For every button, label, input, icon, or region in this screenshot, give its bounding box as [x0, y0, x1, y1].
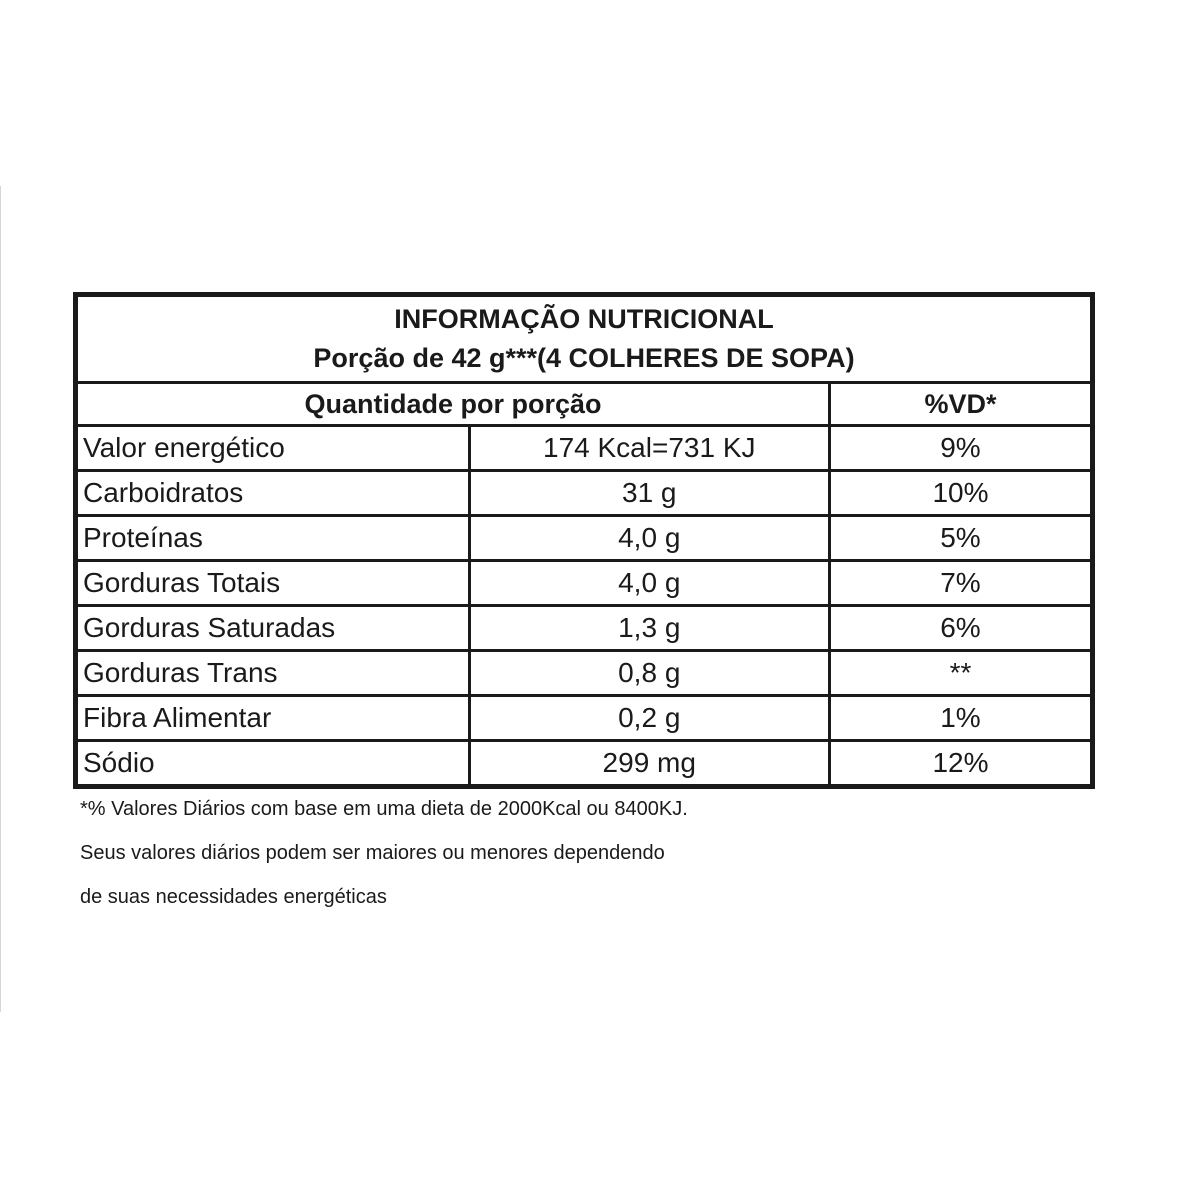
table-title-cell [76, 295, 1093, 383]
nutrient-name: Carboidratos [76, 471, 470, 516]
table-title-row [76, 295, 1093, 383]
nutrient-daily-value: ** [829, 651, 1092, 696]
nutrient-daily-value: 1% [829, 696, 1092, 741]
footnotes [80, 796, 980, 928]
table-title: INFORMAÇÃO NUTRICIONAL [394, 304, 774, 334]
nutrient-name: Gorduras Totais [76, 561, 470, 606]
table-row [76, 471, 1093, 516]
nutrient-amount: 299 mg [469, 741, 829, 787]
nutrient-amount: 0,2 g [469, 696, 829, 741]
nutrient-amount: 1,3 g [469, 606, 829, 651]
nutrient-daily-value: 12% [829, 741, 1092, 787]
table-row [76, 741, 1093, 787]
nutrient-amount: 4,0 g [469, 561, 829, 606]
nutrient-daily-value: 5% [829, 516, 1092, 561]
page-edge-divider [0, 186, 1, 1012]
nutrient-name: Sódio [76, 741, 470, 787]
header-quantity: Quantidade por porção [76, 383, 830, 426]
footnote-variation: Seus valores diários podem ser maiores ou menores dependendo [80, 842, 665, 864]
footnote-daily-values: *% Valores Diários com base em uma dieta de 2000Kcal ou 8400KJ. [80, 798, 688, 820]
table-header-row [76, 383, 1093, 426]
serving-size: Porção de 42 g***(4 COLHERES DE SOPA) [313, 343, 855, 373]
footnote-energy-needs: de suas necessidades energéticas [80, 886, 387, 908]
nutrient-daily-value: 6% [829, 606, 1092, 651]
header-daily-value: %VD* [829, 383, 1092, 426]
nutrient-amount: 174 Kcal=731 KJ [469, 426, 829, 471]
nutrient-daily-value: 9% [829, 426, 1092, 471]
table-row [76, 651, 1093, 696]
nutrition-facts-table [73, 292, 1095, 789]
table-row [76, 516, 1093, 561]
nutrient-daily-value: 7% [829, 561, 1092, 606]
table-row [76, 561, 1093, 606]
nutrient-daily-value: 10% [829, 471, 1092, 516]
nutrient-name: Fibra Alimentar [76, 696, 470, 741]
nutrient-name: Gorduras Trans [76, 651, 470, 696]
nutrient-amount: 4,0 g [469, 516, 829, 561]
nutrient-name: Valor energético [76, 426, 470, 471]
nutrient-amount: 31 g [469, 471, 829, 516]
nutrient-amount: 0,8 g [469, 651, 829, 696]
nutrient-name: Gorduras Saturadas [76, 606, 470, 651]
table-row [76, 426, 1093, 471]
table-row [76, 696, 1093, 741]
nutrient-name: Proteínas [76, 516, 470, 561]
table-row [76, 606, 1093, 651]
